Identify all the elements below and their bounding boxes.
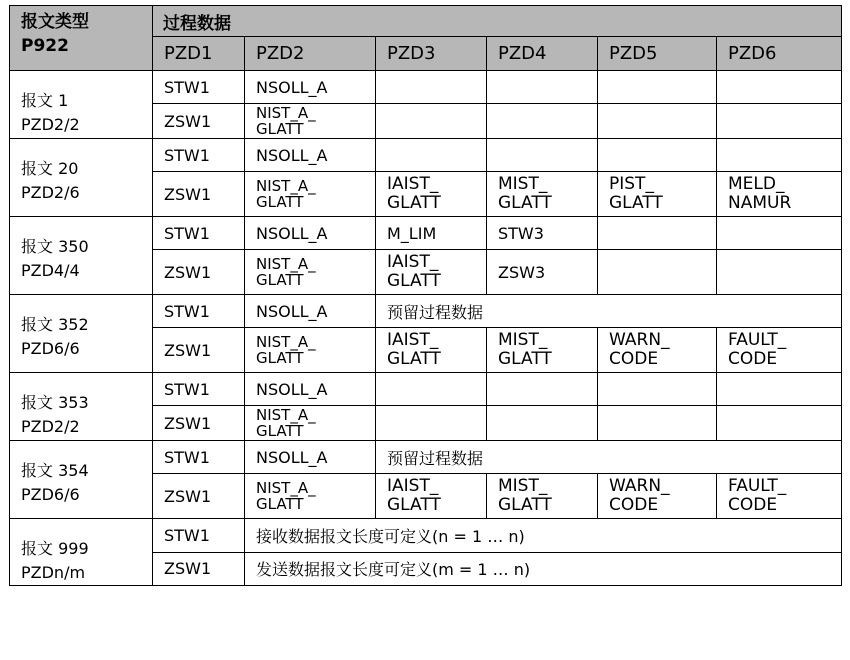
cell-line: IAIST_ bbox=[387, 476, 439, 496]
cell-pzd5 bbox=[598, 250, 717, 295]
telegram-pzd: PZD6/6 bbox=[21, 339, 80, 358]
cell-pzd4 bbox=[487, 328, 598, 373]
cell-line: GLATT bbox=[387, 495, 441, 515]
cell-line: GLATT bbox=[498, 349, 552, 369]
cell-pzd3 bbox=[376, 250, 487, 295]
cell-pzd1: ZSW1 bbox=[153, 474, 245, 519]
cell-pzd4 bbox=[487, 373, 598, 406]
cell-pzd1: ZSW1 bbox=[153, 104, 245, 139]
cell-pzd1: STW1 bbox=[153, 295, 245, 328]
cell-line: GLATT bbox=[609, 193, 663, 213]
cell-pzd5 bbox=[598, 373, 717, 406]
table-row bbox=[10, 441, 842, 474]
cell-pzd1: ZSW1 bbox=[153, 328, 245, 373]
cell-line: NIST_A_ bbox=[256, 104, 316, 122]
cell-pzd6 bbox=[717, 328, 842, 373]
cell-variable-length: 接收数据报文长度可定义(n = 1 … n) bbox=[245, 519, 842, 553]
cell-pzd2 bbox=[245, 172, 376, 217]
header-pzd1: PZD1 bbox=[153, 37, 245, 71]
cell-pzd6 bbox=[717, 474, 842, 519]
table-row bbox=[10, 373, 842, 406]
cell-pzd6 bbox=[717, 172, 842, 217]
table-row bbox=[10, 139, 842, 172]
cell-pzd6 bbox=[717, 406, 842, 441]
telegram-label bbox=[10, 373, 153, 441]
telegram-name: 报文 1 bbox=[21, 91, 69, 110]
telegram-table bbox=[9, 5, 842, 586]
cell-line: CODE bbox=[728, 349, 778, 369]
cell-pzd5 bbox=[598, 104, 717, 139]
telegram-name: 报文 350 bbox=[21, 237, 89, 256]
header-pzd5: PZD5 bbox=[598, 37, 717, 71]
cell-line: GLATT bbox=[498, 495, 552, 515]
cell-line: MIST_ bbox=[498, 476, 548, 496]
table-row bbox=[10, 71, 842, 104]
cell-pzd2: NSOLL_A bbox=[245, 71, 376, 104]
cell-line: IAIST_ bbox=[387, 252, 439, 272]
cell-line: NAMUR bbox=[728, 193, 792, 213]
header-process-data: 过程数据 bbox=[153, 6, 842, 37]
cell-pzd5 bbox=[598, 406, 717, 441]
telegram-pzd: PZD2/2 bbox=[21, 417, 80, 436]
cell-pzd4: ZSW3 bbox=[487, 250, 598, 295]
cell-pzd2: NSOLL_A bbox=[245, 441, 376, 474]
cell-pzd1: ZSW1 bbox=[153, 172, 245, 217]
cell-pzd5 bbox=[598, 172, 717, 217]
cell-pzd2: NSOLL_A bbox=[245, 217, 376, 250]
cell-line: MELD_ bbox=[728, 174, 785, 194]
cell-line: NIST_A_ bbox=[256, 255, 316, 273]
telegram-name: 报文 354 bbox=[21, 461, 89, 480]
telegram-pzd: PZD6/6 bbox=[21, 485, 80, 504]
cell-line: WARN_ bbox=[609, 330, 670, 350]
cell-pzd2: NSOLL_A bbox=[245, 139, 376, 172]
telegram-label bbox=[10, 139, 153, 217]
cell-line: GLATT bbox=[387, 349, 441, 369]
cell-pzd3 bbox=[376, 71, 487, 104]
cell-pzd1: STW1 bbox=[153, 441, 245, 474]
cell-pzd2: NSOLL_A bbox=[245, 373, 376, 406]
cell-pzd4 bbox=[487, 172, 598, 217]
cell-pzd2 bbox=[245, 474, 376, 519]
cell-line: WARN_ bbox=[609, 476, 670, 496]
cell-pzd4 bbox=[487, 406, 598, 441]
cell-line: PIST_ bbox=[609, 174, 654, 194]
telegram-name: 报文 352 bbox=[21, 315, 89, 334]
cell-pzd6 bbox=[717, 71, 842, 104]
cell-pzd2 bbox=[245, 328, 376, 373]
telegram-name: 报文 20 bbox=[21, 159, 79, 178]
table-row bbox=[10, 295, 842, 328]
cell-pzd5 bbox=[598, 71, 717, 104]
cell-pzd5 bbox=[598, 139, 717, 172]
telegram-name: 报文 999 bbox=[21, 539, 89, 558]
cell-pzd1: STW1 bbox=[153, 217, 245, 250]
telegram-pzd: PZD2/2 bbox=[21, 115, 80, 134]
cell-pzd3 bbox=[376, 139, 487, 172]
cell-pzd1: STW1 bbox=[153, 71, 245, 104]
cell-line: NIST_A_ bbox=[256, 333, 316, 351]
cell-line: GLATT bbox=[256, 349, 304, 367]
cell-pzd2 bbox=[245, 104, 376, 139]
cell-pzd1: STW1 bbox=[153, 519, 245, 553]
cell-pzd6 bbox=[717, 373, 842, 406]
cell-line: IAIST_ bbox=[387, 174, 439, 194]
cell-line: GLATT bbox=[256, 271, 304, 289]
cell-reserved: 预留过程数据 bbox=[376, 295, 842, 328]
telegram-label bbox=[10, 441, 153, 519]
header-pzd3: PZD3 bbox=[376, 37, 487, 71]
cell-pzd3: M_LIM bbox=[376, 217, 487, 250]
cell-line: GLATT bbox=[387, 271, 441, 291]
cell-pzd3 bbox=[376, 406, 487, 441]
cell-pzd1: ZSW1 bbox=[153, 552, 245, 586]
telegram-label bbox=[10, 519, 153, 586]
telegram-pzd: PZD4/4 bbox=[21, 261, 80, 280]
cell-pzd4 bbox=[487, 474, 598, 519]
cell-pzd2 bbox=[245, 406, 376, 441]
cell-line: CODE bbox=[728, 495, 778, 515]
cell-reserved: 预留过程数据 bbox=[376, 441, 842, 474]
header-pzd4: PZD4 bbox=[487, 37, 598, 71]
cell-line: GLATT bbox=[256, 193, 304, 211]
cell-line: GLATT bbox=[256, 495, 304, 513]
table-row bbox=[10, 519, 842, 553]
cell-pzd1: STW1 bbox=[153, 139, 245, 172]
telegram-name: 报文 353 bbox=[21, 393, 89, 412]
cell-pzd3 bbox=[376, 328, 487, 373]
cell-pzd4 bbox=[487, 104, 598, 139]
telegram-pzd: PZDn/m bbox=[21, 563, 86, 582]
cell-variable-length: 发送数据报文长度可定义(m = 1 … n) bbox=[245, 552, 842, 586]
cell-pzd3 bbox=[376, 373, 487, 406]
cell-pzd4 bbox=[487, 71, 598, 104]
cell-pzd6 bbox=[717, 104, 842, 139]
cell-pzd3 bbox=[376, 172, 487, 217]
cell-pzd2: NSOLL_A bbox=[245, 295, 376, 328]
telegram-label bbox=[10, 295, 153, 373]
cell-line: MIST_ bbox=[498, 174, 548, 194]
cell-pzd6 bbox=[717, 139, 842, 172]
header-pzd2: PZD2 bbox=[245, 37, 376, 71]
cell-pzd1: ZSW1 bbox=[153, 406, 245, 441]
cell-line: GLATT bbox=[387, 193, 441, 213]
telegram-label bbox=[10, 217, 153, 295]
cell-line: CODE bbox=[609, 495, 659, 515]
cell-line: CODE bbox=[609, 349, 659, 369]
cell-pzd4 bbox=[487, 139, 598, 172]
cell-line: IAIST_ bbox=[387, 330, 439, 350]
cell-line: NIST_A_ bbox=[256, 177, 316, 195]
cell-pzd1: STW1 bbox=[153, 373, 245, 406]
header-telegram-type bbox=[10, 6, 153, 71]
header-type-title: 报文类型 bbox=[21, 12, 89, 32]
cell-pzd3 bbox=[376, 104, 487, 139]
telegram-label bbox=[10, 71, 153, 139]
cell-line: FAULT_ bbox=[728, 330, 787, 350]
cell-line: GLATT bbox=[256, 422, 304, 440]
cell-pzd2 bbox=[245, 250, 376, 295]
telegram-pzd: PZD2/6 bbox=[21, 183, 80, 202]
cell-line: NIST_A_ bbox=[256, 479, 316, 497]
cell-line: NIST_A_ bbox=[256, 406, 316, 424]
cell-line: FAULT_ bbox=[728, 476, 787, 496]
header-pzd6: PZD6 bbox=[717, 37, 842, 71]
cell-pzd5 bbox=[598, 328, 717, 373]
cell-line: MIST_ bbox=[498, 330, 548, 350]
cell-pzd1: ZSW1 bbox=[153, 250, 245, 295]
header-type-code: P922 bbox=[21, 36, 69, 56]
cell-pzd4: STW3 bbox=[487, 217, 598, 250]
cell-pzd3 bbox=[376, 474, 487, 519]
table-row bbox=[10, 217, 842, 250]
cell-line: GLATT bbox=[256, 120, 304, 138]
cell-pzd5 bbox=[598, 474, 717, 519]
cell-line: GLATT bbox=[498, 193, 552, 213]
cell-pzd6 bbox=[717, 250, 842, 295]
cell-pzd6 bbox=[717, 217, 842, 250]
cell-pzd5 bbox=[598, 217, 717, 250]
